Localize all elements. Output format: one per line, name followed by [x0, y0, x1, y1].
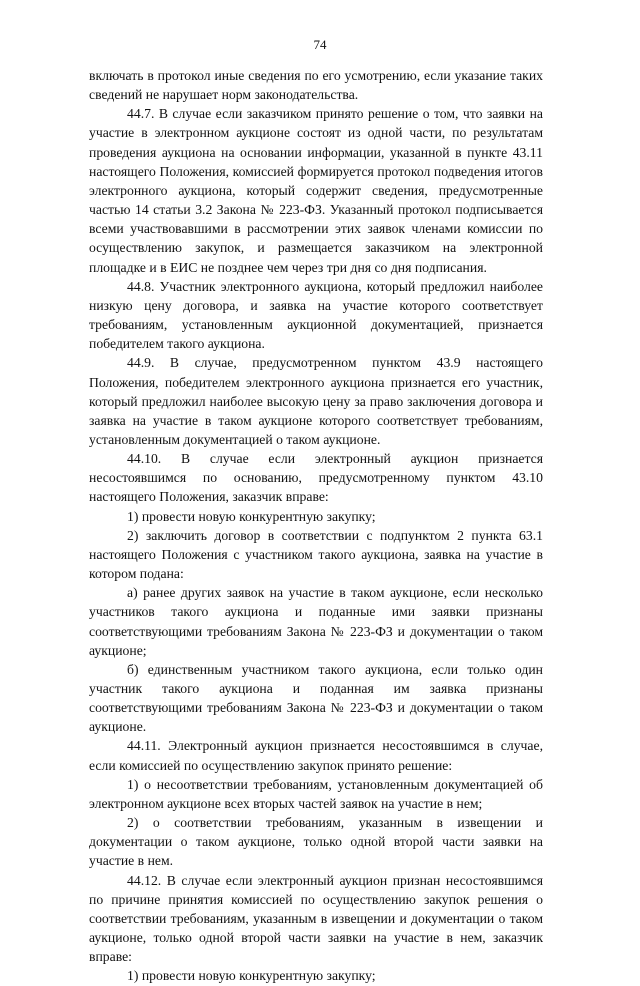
paragraph: а) ранее других заявок на участие в таком аукционе, если несколько участников такого аукциона и поданные ими заявки признаны соответствующими требованиям Закона № 223-ФЗ и документации о таком аукционе; — [89, 585, 543, 658]
paragraph: 1) провести новую конкурентную закупку; — [127, 968, 376, 984]
paragraph: 44.10. В случае если электронный аукцион признается несостоявшимся по основанию, предусмотренному пунктом 43.10 настоящего Положения, заказчик вправе: — [89, 451, 543, 505]
paragraph: б) единственным участником такого аукциона, если только один участник такого аукциона и поданная им заявка признаны соответствующими требованиям Закона № 223-ФЗ и документации о таком аукционе. — [89, 661, 543, 735]
paragraph: 44.8. Участник электронного аукциона, который предложил наиболее низкую цену договора, и заявка на участие которого соответствует требованиям, установленным аукционной документацией, признается победителем такого аукциона. — [89, 278, 543, 352]
paragraph: 44.7. В случае если заказчиком принято решение о том, что заявки на участие в электронном аукционе состоят из одной части, по результатам проведения аукциона на основании информации, указанной в пункте 43.11 настоящего Положения, комиссией формируется протокол подведения итогов электронного аукциона, который содержит сведения, предусмотренные частью 14 статьи 3.2 Закона № 223-ФЗ. Указанный протокол подписывается всеми участвовавшими в рассмотрении этих заявок членами комиссии по осуществлению закупок, и размещается заказчиком на электронной площадке и в ЕИС не позднее чем через три дня со дня подписания. — [89, 106, 543, 275]
paragraph: 2) заключить договор в соответствии с подпунктом 2 пункта 63.1 настоящего Положения с участником такого аукциона, заявка на участие в котором подана: — [89, 527, 543, 582]
paragraph: включать в протокол иные сведения по его усмотрению, если указание таких сведений не нарушает норм законодательства. — [89, 68, 543, 103]
paragraph: 2) о соответствии требованиям, указанным в извещении и документации о таком аукционе, только одной второй части заявки на участие в нем. — [89, 815, 543, 869]
paragraph: 44.12. В случае если электронный аукцион признан несостоявшимся по причине принятия комиссией по осуществлению закупок решения о соответствии требованиям, указанным в извещении и документации о таком аукционе, только одной второй части заявки на участие в нем, заказчик вправе: — [89, 872, 543, 965]
page-number: 74 — [313, 37, 327, 52]
paragraph: 44.9. В случае, предусмотренном пунктом 43.9 настоящего Положения, победителем электронного аукциона признается его участник, который предложил наиболее высокую цену за право заключения договора и заявка на участие в таком аукционе которого соответствует требованиям, установленным документацией о таком аукционе. — [89, 355, 543, 447]
paragraph: 1) о несоответствии требованиям, установленным документацией об электронном аукционе всех вторых частей заявок на участие в нем; — [89, 776, 543, 811]
paragraph: 44.11. Электронный аукцион признается несостоявшимся в случае, если комиссией по осуществлению закупок принято решение: — [89, 738, 543, 773]
paragraph: 1) провести новую конкурентную закупку; — [127, 508, 376, 524]
body-text — [89, 66, 543, 986]
